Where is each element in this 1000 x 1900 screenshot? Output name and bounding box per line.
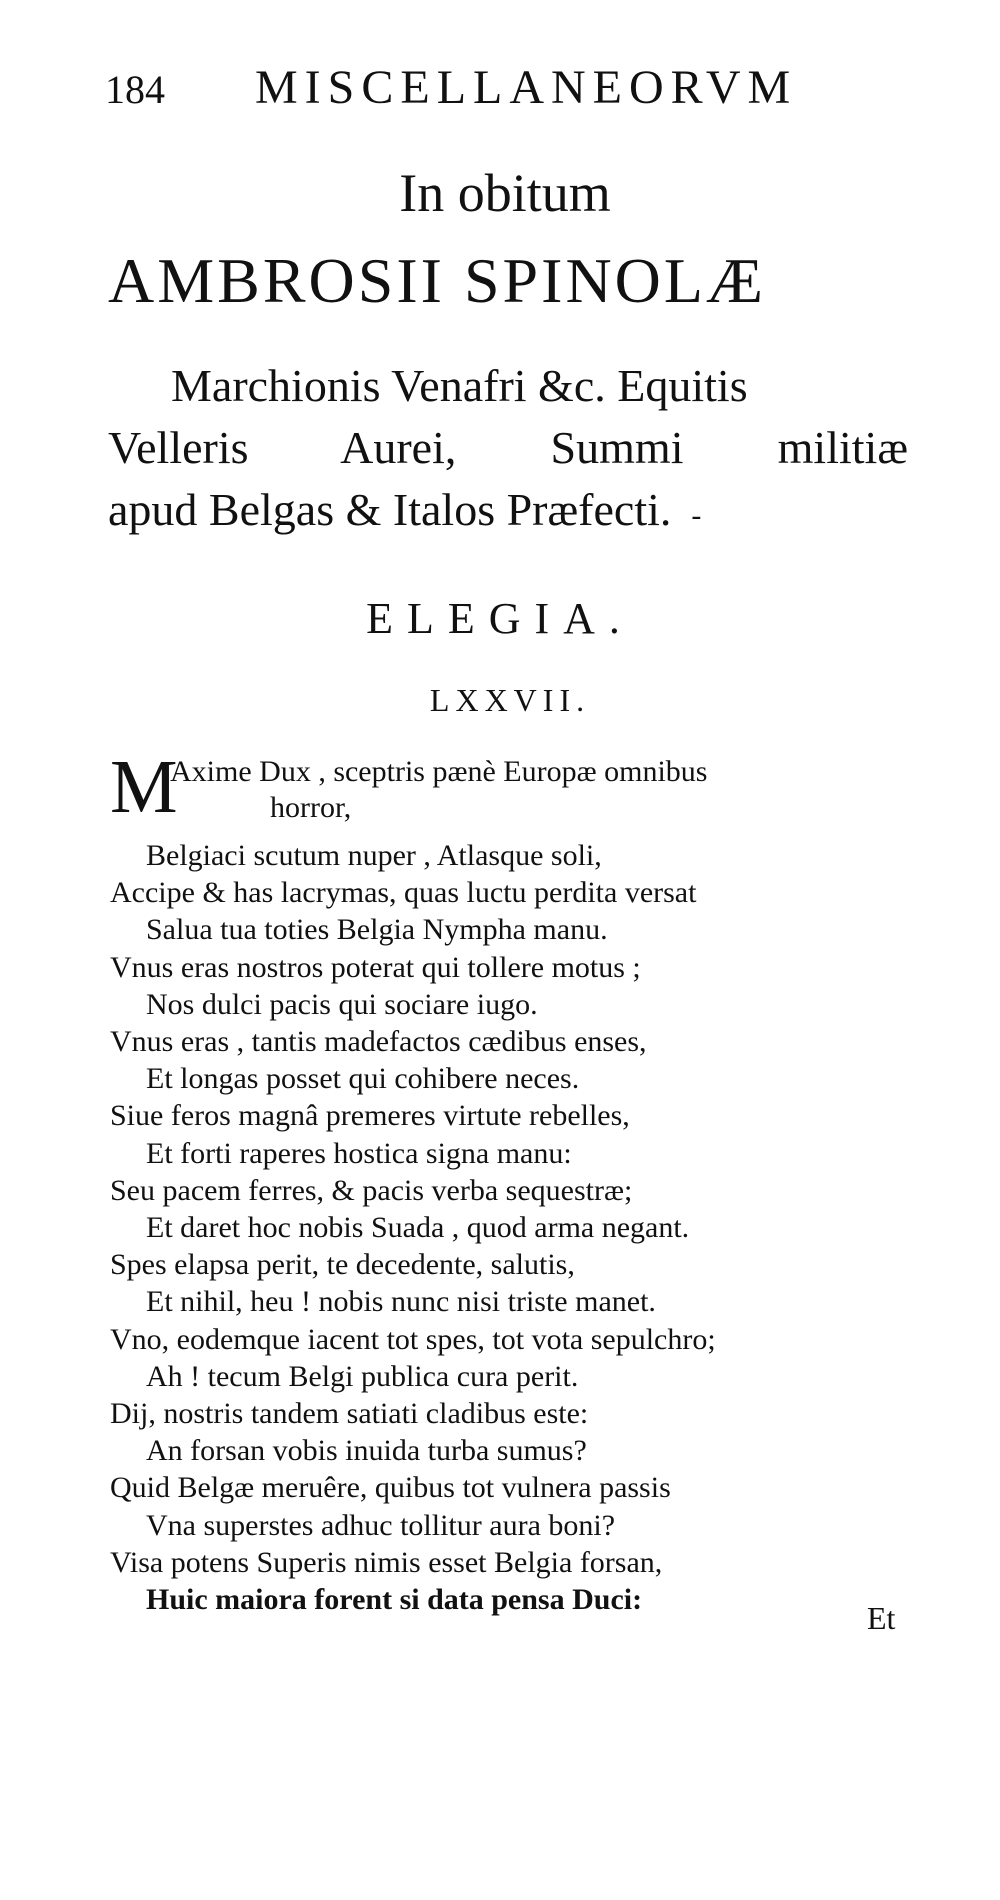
verse-line: Salua tua toties Belgia Nympha manu. [146, 913, 608, 947]
titulature-line: Velleris Aurei, Summi militiæ [108, 422, 908, 473]
first-line-turnover: horror, [270, 791, 352, 824]
verse-line: An forsan vobis inuida turba sumus? [146, 1434, 587, 1468]
trailing-mark: - [691, 499, 702, 532]
verse-line: Et forti raperes hostica signa manu: [146, 1136, 572, 1170]
title-titulature [108, 355, 908, 547]
verse-line: Belgiaci scutum nuper , Atlasque soli, [146, 839, 602, 872]
verse-line: Accipe & has lacrymas, quas luctu perdita versat [110, 876, 697, 910]
verse-line: Et daret hoc nobis Suada , quod arma negant. [146, 1211, 690, 1245]
genre-heading: ELEGIA. [366, 594, 634, 643]
titulature-line: Marchionis Venafri &c. Equitis [171, 360, 748, 411]
verse-line: Vnus eras nostros poterat qui tollere motus ; [110, 950, 641, 984]
verse-line: Ah ! tecum Belgi publica cura perit. [146, 1359, 579, 1393]
verse-line: Vnus eras , tantis madefactos cædibus enses, [110, 1025, 647, 1059]
page-number: 184 [105, 67, 165, 112]
verse-line: Siue feros magnâ premeres virtute rebelles, [110, 1099, 630, 1133]
verse-line: Huic maiora forent si data pensa Duci: [146, 1583, 643, 1617]
verse-line: Seu pacem ferres, & pacis verba sequestræ; [110, 1173, 633, 1207]
verse-line: Quid Belgæ meruêre, quibus tot vulnera passis [110, 1471, 671, 1505]
running-head [105, 60, 865, 120]
first-line-text: Axime Dux , sceptris pænè Europæ omnibus [170, 755, 708, 788]
verse-line: Spes elapsa perit, te decedente, salutis, [110, 1248, 575, 1282]
verse-line: Et nihil, heu ! nobis nunc nisi triste manet. [146, 1285, 656, 1319]
catchword: Et [867, 1600, 896, 1636]
title-in-obitum: In obitum [399, 163, 611, 223]
titulature-line [108, 479, 908, 547]
running-title: MISCELLANEORVM [255, 61, 798, 114]
verse-line: Dij, nostris tandem satiati cladibus este: [110, 1397, 589, 1431]
title-name: AMBROSII SPINOLÆ [108, 245, 766, 316]
verse-line: Et longas posset qui cohibere neces. [146, 1062, 580, 1096]
titulature-line-text: apud Belgas & Italos Præfecti. [108, 484, 672, 535]
verse-line: Vna superstes adhuc tollitur aura boni? [146, 1508, 616, 1542]
drop-cap: M [110, 745, 178, 829]
verse-line: Nos dulci pacis qui sociare iugo. [146, 987, 538, 1021]
verse-line: Visa potens Superis nimis esset Belgia forsan, [110, 1545, 663, 1579]
verse-line: Vno, eodemque iacent tot spes, tot vota sepulchro; [110, 1322, 716, 1356]
poem-first-line [110, 745, 930, 829]
poem-number: LXXVII. [429, 682, 591, 718]
poem [110, 745, 930, 1618]
verse-lines [110, 837, 930, 1618]
